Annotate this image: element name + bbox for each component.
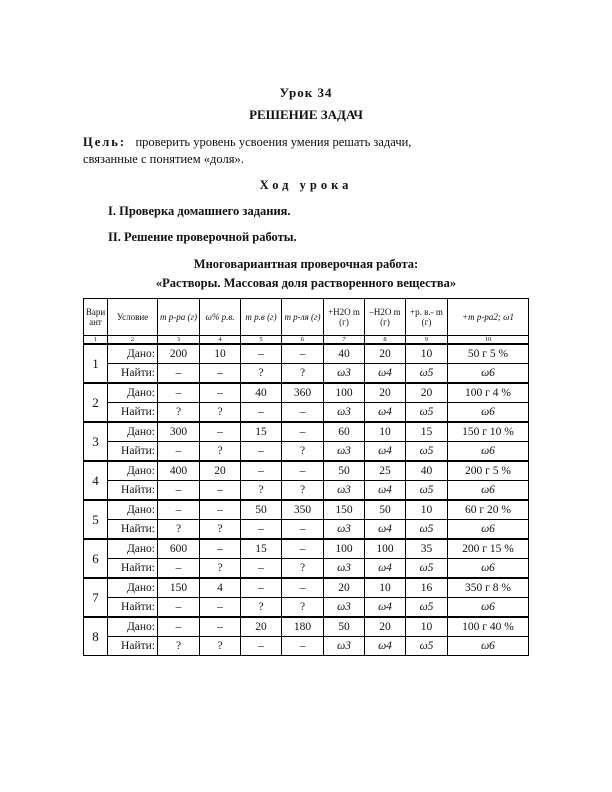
- page-title: РЕШЕНИЕ ЗАДАЧ: [249, 107, 363, 122]
- goal-text-1: проверить уровень усвоения умения решать задачи,: [135, 135, 412, 149]
- table-cell: –: [282, 344, 324, 364]
- col-add-water: +H2O m (г): [324, 299, 365, 336]
- table-cell: 4: [200, 578, 241, 598]
- condition-label: Найти:: [108, 637, 158, 656]
- table-cell: ω5: [406, 364, 448, 384]
- table-cell: ω5: [406, 520, 448, 540]
- table-cell: ω3: [324, 598, 365, 618]
- table-cell: ?: [241, 481, 282, 501]
- table-cell: 50: [324, 617, 365, 637]
- table-cell: ω5: [406, 637, 448, 656]
- variant-row-given: [84, 539, 529, 559]
- table-cell: –: [158, 559, 200, 579]
- table-cell: 15: [241, 422, 282, 442]
- table-cell: ?: [200, 403, 241, 423]
- table-cell: ω4: [365, 559, 406, 579]
- table-cell: 10: [406, 617, 448, 637]
- work-subtitle: «Растворы. Массовая доля растворенного вещества»: [155, 276, 457, 290]
- table-cell: ?: [200, 637, 241, 656]
- condition-label: Дано:: [108, 461, 158, 481]
- table-cell: ?: [282, 559, 324, 579]
- variant-number: 4: [84, 461, 108, 500]
- table-cell: ω5: [406, 481, 448, 501]
- table-cell: –: [200, 422, 241, 442]
- table-cell: –: [241, 559, 282, 579]
- table-cell: ω5: [406, 559, 448, 579]
- variant-number: 7: [84, 578, 108, 617]
- table-cell: ω6: [448, 559, 529, 579]
- table-cell: 10: [406, 344, 448, 364]
- table-cell: ω3: [324, 637, 365, 656]
- variant-row-find: [84, 598, 529, 618]
- table-cell: 350 г 8 %: [448, 578, 529, 598]
- variant-row-find: [84, 442, 529, 462]
- lesson-number: Урок 34: [279, 85, 333, 100]
- table-cell: ω5: [406, 442, 448, 462]
- variant-row-given: [84, 578, 529, 598]
- table-cell: –: [158, 617, 200, 637]
- table-cell: 600: [158, 539, 200, 559]
- variant-row-given: [84, 344, 529, 364]
- table-cell: –: [200, 617, 241, 637]
- variant-row-find: [84, 364, 529, 384]
- table-cell: 100: [324, 539, 365, 559]
- table-cell: –: [200, 383, 241, 403]
- condition-label: Дано:: [108, 383, 158, 403]
- variant-row-find: [84, 481, 529, 501]
- table-cell: ω4: [365, 481, 406, 501]
- table-cell: 16: [406, 578, 448, 598]
- lesson-course-heading: Ход урока: [259, 178, 353, 192]
- table-cell: 200 г 15 %: [448, 539, 529, 559]
- table-cell: –: [158, 383, 200, 403]
- table-cell: 40: [406, 461, 448, 481]
- table-cell: 100 г 40 %: [448, 617, 529, 637]
- table-cell: 400: [158, 461, 200, 481]
- work-title: Многовариантная проверочная работа:: [193, 257, 419, 271]
- table-cell: ω6: [448, 442, 529, 462]
- condition-label: Найти:: [108, 442, 158, 462]
- table-cell: –: [241, 520, 282, 540]
- table-cell: 20: [406, 383, 448, 403]
- table-cell: 100: [365, 539, 406, 559]
- table-cell: ?: [241, 598, 282, 618]
- table-cell: ω4: [365, 598, 406, 618]
- condition-label: Найти:: [108, 481, 158, 501]
- variant-row-find: [84, 403, 529, 423]
- table-cell: ω6: [448, 364, 529, 384]
- table-cell: 15: [241, 539, 282, 559]
- table-cell: ?: [200, 559, 241, 579]
- table-cell: ω6: [448, 598, 529, 618]
- variant-row-find: [84, 637, 529, 656]
- table-cell: ω4: [365, 637, 406, 656]
- variant-row-find: [84, 520, 529, 540]
- table-cell: 35: [406, 539, 448, 559]
- variant-number: 1: [84, 344, 108, 383]
- table-cell: 150 г 10 %: [448, 422, 529, 442]
- table-cell: ?: [282, 481, 324, 501]
- section-test: II. Решение проверочной работы.: [108, 230, 297, 244]
- condition-label: Найти:: [108, 403, 158, 423]
- table-cell: 40: [324, 344, 365, 364]
- variant-row-given: [84, 617, 529, 637]
- table-cell: ?: [282, 364, 324, 384]
- table-cell: ω6: [448, 403, 529, 423]
- condition-label: Найти:: [108, 520, 158, 540]
- table-cell: 60 г 20 %: [448, 500, 529, 520]
- table-cell: ω3: [324, 364, 365, 384]
- variant-number: 8: [84, 617, 108, 656]
- variant-number: 6: [84, 539, 108, 578]
- condition-label: Дано:: [108, 500, 158, 520]
- table-cell: –: [241, 461, 282, 481]
- table-cell: –: [282, 578, 324, 598]
- table-cell: –: [200, 598, 241, 618]
- table-cell: 150: [324, 500, 365, 520]
- variant-row-given: [84, 383, 529, 403]
- condition-label: Найти:: [108, 364, 158, 384]
- col-m-solvent: m р-ля (г): [282, 299, 324, 336]
- table-cell: ω3: [324, 559, 365, 579]
- table-cell: ω4: [365, 442, 406, 462]
- table-cell: ?: [241, 364, 282, 384]
- variant-row-find: [84, 559, 529, 579]
- table-cell: 200: [158, 344, 200, 364]
- table-cell: –: [241, 403, 282, 423]
- table-cell: –: [282, 637, 324, 656]
- table-cell: 100: [324, 383, 365, 403]
- table-cell: –: [158, 598, 200, 618]
- col-condition: Условие: [108, 299, 158, 336]
- table-cell: –: [241, 578, 282, 598]
- goal-text-2: связанные с понятием «доля».: [83, 152, 244, 166]
- variants-table: [83, 298, 529, 656]
- table-cell: ω6: [448, 637, 529, 656]
- table-cell: 50: [365, 500, 406, 520]
- table-cell: 150: [158, 578, 200, 598]
- table-cell: 300: [158, 422, 200, 442]
- table-cell: ω5: [406, 598, 448, 618]
- goal-paragraph: [83, 133, 525, 152]
- table-cell: ?: [200, 520, 241, 540]
- table-cell: 10: [365, 578, 406, 598]
- table-cell: 20: [324, 578, 365, 598]
- goal-label: Цель:: [83, 135, 127, 149]
- table-cell: –: [158, 442, 200, 462]
- table-cell: 25: [365, 461, 406, 481]
- condition-label: Найти:: [108, 559, 158, 579]
- table-cell: –: [241, 344, 282, 364]
- col-remove-water: –H2O m (г): [365, 299, 406, 336]
- condition-label: Дано:: [108, 422, 158, 442]
- table-cell: –: [158, 364, 200, 384]
- table-cell: ?: [282, 598, 324, 618]
- col-omega: ω% р.в.: [200, 299, 241, 336]
- table-cell: 20: [365, 344, 406, 364]
- table-cell: 10: [365, 422, 406, 442]
- table-cell: 200 г 5 %: [448, 461, 529, 481]
- table-cell: ω3: [324, 442, 365, 462]
- table-cell: ω4: [365, 520, 406, 540]
- col-m-solute: m р.в (г): [241, 299, 282, 336]
- variants-body: [84, 344, 529, 656]
- table-cell: ω3: [324, 403, 365, 423]
- table-cell: ?: [282, 442, 324, 462]
- table-cell: 20: [365, 383, 406, 403]
- col-m-solution: m р-ра (г): [158, 299, 200, 336]
- table-cell: 10: [406, 500, 448, 520]
- table-cell: –: [282, 403, 324, 423]
- condition-label: Дано:: [108, 539, 158, 559]
- column-number-row: 1 2 3 4 5 6 7 8 9 10: [84, 336, 529, 345]
- table-cell: 100 г 4 %: [448, 383, 529, 403]
- table-cell: ω3: [324, 481, 365, 501]
- table-cell: 10: [200, 344, 241, 364]
- table-cell: –: [200, 481, 241, 501]
- table-cell: –: [200, 500, 241, 520]
- table-cell: 20: [365, 617, 406, 637]
- table-cell: –: [282, 539, 324, 559]
- table-cell: 350: [282, 500, 324, 520]
- table-cell: –: [282, 461, 324, 481]
- variant-number: 2: [84, 383, 108, 422]
- variant-row-given: [84, 422, 529, 442]
- condition-label: Дано:: [108, 578, 158, 598]
- variant-number: 3: [84, 422, 108, 461]
- table-cell: –: [158, 481, 200, 501]
- table-cell: 60: [324, 422, 365, 442]
- table-cell: –: [158, 500, 200, 520]
- table-cell: ?: [158, 637, 200, 656]
- table-cell: ω4: [365, 403, 406, 423]
- table-cell: ω4: [365, 364, 406, 384]
- table-cell: ω6: [448, 481, 529, 501]
- table-cell: 20: [200, 461, 241, 481]
- table-cell: –: [282, 422, 324, 442]
- table-cell: ?: [158, 520, 200, 540]
- table-cell: 15: [406, 422, 448, 442]
- variant-number: 5: [84, 500, 108, 539]
- table-cell: 40: [241, 383, 282, 403]
- condition-label: Дано:: [108, 617, 158, 637]
- table-cell: –: [282, 520, 324, 540]
- table-cell: –: [200, 364, 241, 384]
- condition-label: Дано:: [108, 344, 158, 364]
- col-add-solution: +m р-ра2; ω1: [448, 299, 529, 336]
- table-cell: 20: [241, 617, 282, 637]
- header-row: [84, 299, 529, 336]
- table-cell: 50 г 5 %: [448, 344, 529, 364]
- table-cell: ω6: [448, 520, 529, 540]
- table-cell: ω3: [324, 520, 365, 540]
- table-cell: 360: [282, 383, 324, 403]
- variant-row-given: [84, 461, 529, 481]
- table-cell: 180: [282, 617, 324, 637]
- section-homework: I. Проверка домашнего задания.: [108, 204, 291, 218]
- table-cell: –: [200, 539, 241, 559]
- variant-row-given: [84, 500, 529, 520]
- table-cell: 50: [241, 500, 282, 520]
- table-cell: ω5: [406, 403, 448, 423]
- table-cell: ?: [158, 403, 200, 423]
- col-variant: Вари ант: [84, 299, 108, 336]
- table-cell: –: [241, 442, 282, 462]
- condition-label: Найти:: [108, 598, 158, 618]
- table-cell: 50: [324, 461, 365, 481]
- col-add-solute: +р. в.- m (г): [406, 299, 448, 336]
- table-cell: –: [241, 637, 282, 656]
- table-cell: ?: [200, 442, 241, 462]
